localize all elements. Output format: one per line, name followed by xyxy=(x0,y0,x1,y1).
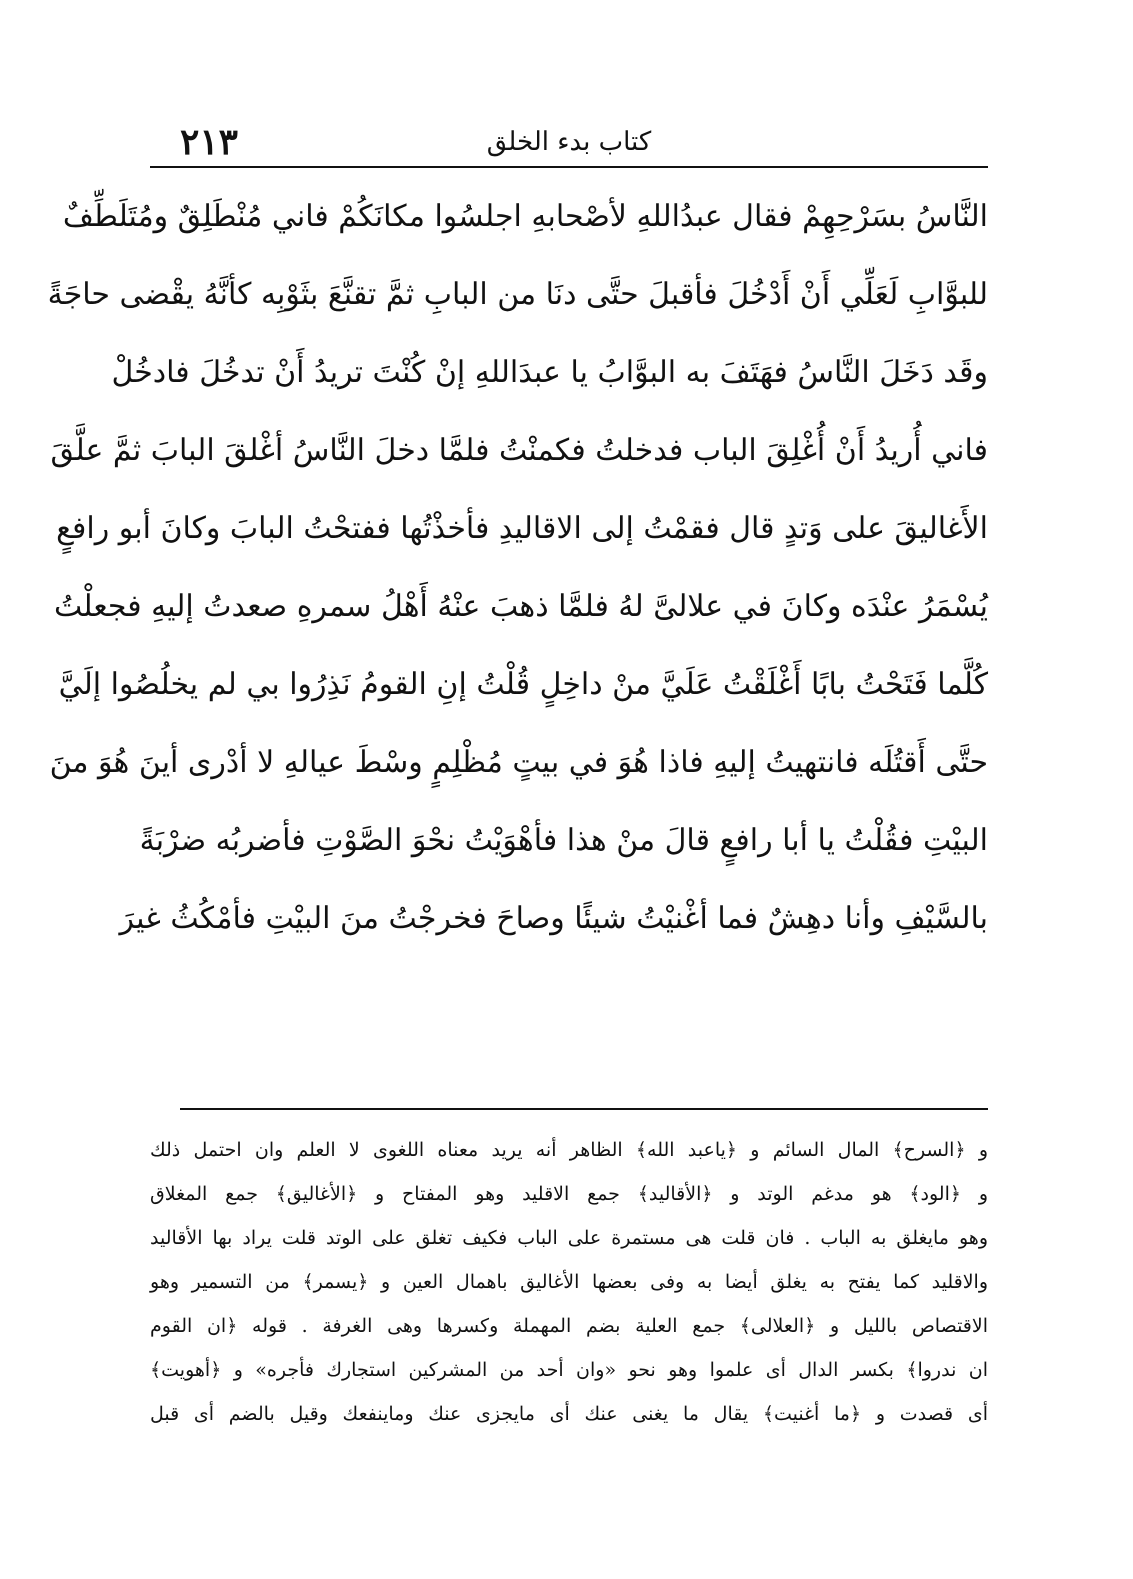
footnote-line: والاقليد كما يفتح به يغلق أيضا به وفى بعضها الأغاليق باهمال العين و ﴿يسمر﴾ من التسمير وهو xyxy=(150,1271,988,1293)
main-text-line: الأَغاليقَ على وَتدٍ قال فقمْتُ إلى الاقاليدِ فأخذْتُها ففتحْتُ البابَ وكانَ أبو رافعٍ xyxy=(56,511,988,546)
footnote-line: و ﴿السرح﴾ المال السائم و ﴿ياعبد الله﴾ الظاهر أنه يريد معناه اللغوى لا العلم وان احتمل ذلك xyxy=(150,1139,988,1161)
footnote-line: وهو مايغلق به الباب . فان قلت هى مستمرة على الباب فكيف تغلق على الوتد قلت يراد بها الأقاليد xyxy=(150,1227,988,1249)
main-text-line: وقَد دَخَلَ النَّاسُ فهَتَفَ به البوَّابُ يا عبدَاللهِ إنْ كُنْتَ تريدُ أَنْ تدخُلَ فادخُلْ xyxy=(111,355,988,390)
footnote-line: أى قصدت و ﴿ما أغنيت﴾ يقال ما يغنى عنك أى مايجزى عنك وماينفعك وقيل بالضم أى قبل xyxy=(150,1403,988,1425)
footnote-line: و ﴿الود﴾ هو مدغم الوتد و ﴿الأقاليد﴾ جمع الاقليد وهو المفتاح و ﴿الأغاليق﴾ جمع المغلاق xyxy=(150,1183,988,1205)
page-header xyxy=(150,118,988,166)
main-text-line: النَّاسُ بسَرْحِهِمْ فقال عبدُاللهِ لأصْحابهِ اجلسُوا مكانَكُمْ فاني مُنْطَلِقٌ ومُتَلَطِّفٌ xyxy=(62,199,988,234)
main-text-line: حتَّى أَقتُلَه فانتهيتُ إليهِ فاذا هُوَ في بيتٍ مُظْلِمٍ وسْطَ عيالهِ لا أدْرى أينَ هُوَ منَ xyxy=(49,745,988,780)
main-text-line: للبوَّابِ لَعَلِّي أَنْ أَدْخُلَ فأقبلَ حتَّى دنَا من البابِ ثمَّ تقنَّعَ بثَوْبِه كأنَّهُ يقْضى حاجَةً xyxy=(47,277,988,312)
footnotes-block xyxy=(150,1128,988,1436)
footnote-line: الاقتصاص بالليل و ﴿العلالى﴾ جمع العلية بضم المهملة وكسرها وهى الغرفة . قوله ﴿ان القوم xyxy=(150,1315,988,1337)
footnote-divider xyxy=(180,1108,988,1110)
main-text-line: يُسْمَرُ عنْدَه وكانَ في علالىَّ لهُ فلمَّا ذهبَ عنْهُ أَهْلُ سمرهِ صعدتُ إليهِ فجعلْتُ xyxy=(53,589,988,624)
main-text-block xyxy=(47,178,988,958)
main-text-line: فاني أُريدُ أَنْ أُغْلِقَ الباب فدخلتُ فكمنْتُ فلمَّا دخلَ النَّاسُ أغْلقَ البابَ ثمَّ علَّقَ xyxy=(50,433,988,468)
main-text-line: كُلَّما فَتَحْتُ بابًا أَغْلَقْتُ عَلَيَّ منْ داخِلٍ قُلْتُ إنِ القومُ نَذِرُوا بي لم يخلُصُوا إلَيَّ xyxy=(58,667,988,702)
running-title: كتاب بدء الخلق xyxy=(486,127,652,157)
page-number: ٢١٣ xyxy=(180,121,239,163)
main-text-line: بالسَّيْفِ وأنا دهِشٌ فما أغْنيْتُ شيئًا وصاحَ فخرجْتُ منَ البيْتِ فأمْكُثُ غيرَ xyxy=(119,901,988,936)
footnote-line: ان ندروا﴾ بكسر الدال أى علموا وهو نحو «وان أحد من المشركين استجارك فأجره» و ﴿أهويت﴾ xyxy=(150,1359,988,1381)
header-divider xyxy=(150,166,988,168)
main-text-line: البيْتِ فقُلْتُ يا أبا رافعٍ قالَ منْ هذا فأهْوَيْتُ نحْوَ الصَّوْتِ فأضربُه ضرْبَةً xyxy=(139,823,988,858)
